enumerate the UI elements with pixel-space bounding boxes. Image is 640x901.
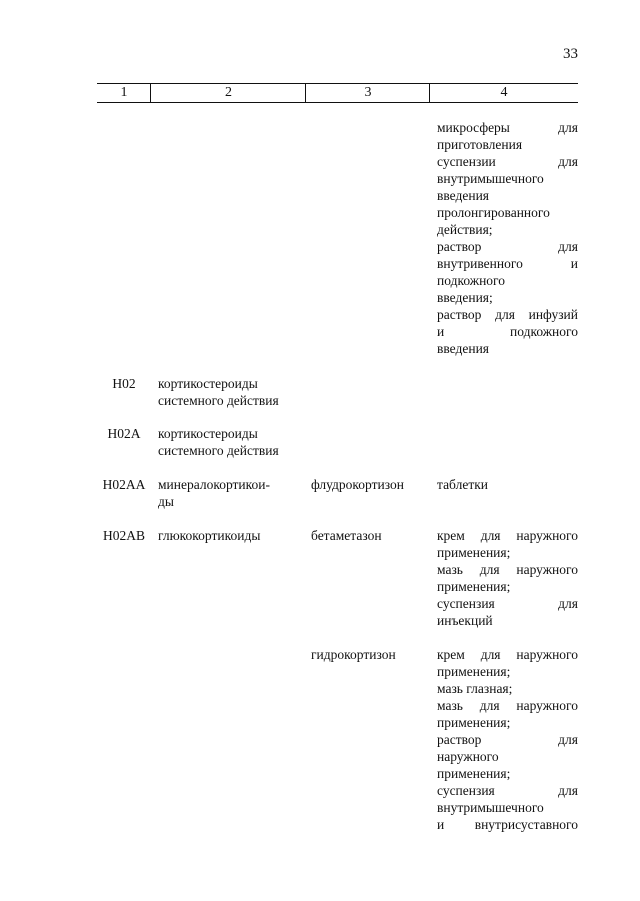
drug-name-betamethasone: бетаметазон (311, 528, 382, 543)
dosage-form-line: мазь глазная; (437, 681, 513, 696)
group-name-line: глюкокортикоиды (158, 528, 261, 543)
dosage-form-line: внутривенного и (437, 256, 578, 271)
table-header (97, 83, 578, 103)
dosage-form-line: раствор для (437, 732, 578, 747)
dosage-form-line: применения; (437, 715, 511, 730)
dosage-form-line: введения; (437, 290, 493, 305)
group-name-h02ab (158, 527, 308, 544)
atc-code-h02a: H02A (107, 426, 141, 441)
group-name-line: минералокортикои- (158, 477, 270, 492)
page-number: 33 (563, 46, 578, 62)
group-name-h02 (158, 375, 308, 409)
dosage-form-line: мазь для наружного (437, 698, 578, 713)
dosage-form-line: введения (437, 341, 490, 356)
atc-code-h02aa: H02AA (102, 477, 146, 492)
dosage-form-line: раствор для инфузий (437, 307, 578, 322)
dosage-form-line: приготовления (437, 137, 523, 152)
column-header-3: 3 (364, 85, 372, 100)
column-header-2: 2 (225, 85, 232, 100)
dosage-form-line: крем для наружного (437, 647, 578, 662)
dosage-form-line: таблетки (437, 477, 489, 492)
atc-code-h02: H02 (112, 376, 136, 391)
group-name-line: системного действия (158, 393, 279, 408)
dosage-form-line: микросферы для (437, 120, 578, 135)
dosage-form-line: применения; (437, 545, 511, 560)
dosage-form-line: мазь для наружного (437, 562, 578, 577)
dosage-forms-fludrocortisone (437, 476, 578, 493)
dosage-form-line: раствор для (437, 239, 578, 254)
group-name-h02aa (158, 476, 308, 510)
dosage-form-line: суспензия для (437, 596, 578, 611)
dosage-form-line: наружного (437, 749, 499, 764)
dosage-form-line: инъекций (437, 613, 493, 628)
drug-name-fludrocortisone: флудрокортизон (311, 477, 404, 492)
column-header-1: 1 (120, 85, 128, 100)
dosage-forms-hydrocortisone (437, 646, 578, 833)
dosage-form-line: суспензии для (437, 154, 578, 169)
group-name-h02a (158, 425, 308, 459)
dosage-form-line: суспензия для (437, 783, 578, 798)
dosage-form-line: действия; (437, 222, 493, 237)
dosage-forms-betamethasone (437, 527, 578, 629)
group-name-line: системного действия (158, 443, 279, 458)
dosage-form-line: внутримышечного (437, 800, 544, 815)
column-header-4: 4 (500, 85, 508, 100)
dosage-form-line: пролонгированного (437, 205, 550, 220)
drug-name-hydrocortisone: гидрокортизон (311, 647, 396, 662)
dosage-form-line: применения; (437, 766, 511, 781)
dosage-form-line: и подкожного (437, 324, 578, 339)
dosage-form-line: крем для наружного (437, 528, 578, 543)
dosage-form-line: и внутрисуставного (437, 817, 578, 832)
forms-continuation (437, 119, 578, 357)
atc-code-h02ab: H02AB (102, 528, 145, 543)
dosage-form-line: введения (437, 188, 490, 203)
dosage-form-line: применения; (437, 579, 511, 594)
dosage-form-line: применения; (437, 664, 511, 679)
group-name-line: кортикостероиды (158, 376, 258, 391)
dosage-form-line: подкожного (437, 273, 505, 288)
dosage-form-line: внутримышечного (437, 171, 544, 186)
group-name-line: кортикостероиды (158, 426, 258, 441)
group-name-line: ды (158, 494, 174, 509)
